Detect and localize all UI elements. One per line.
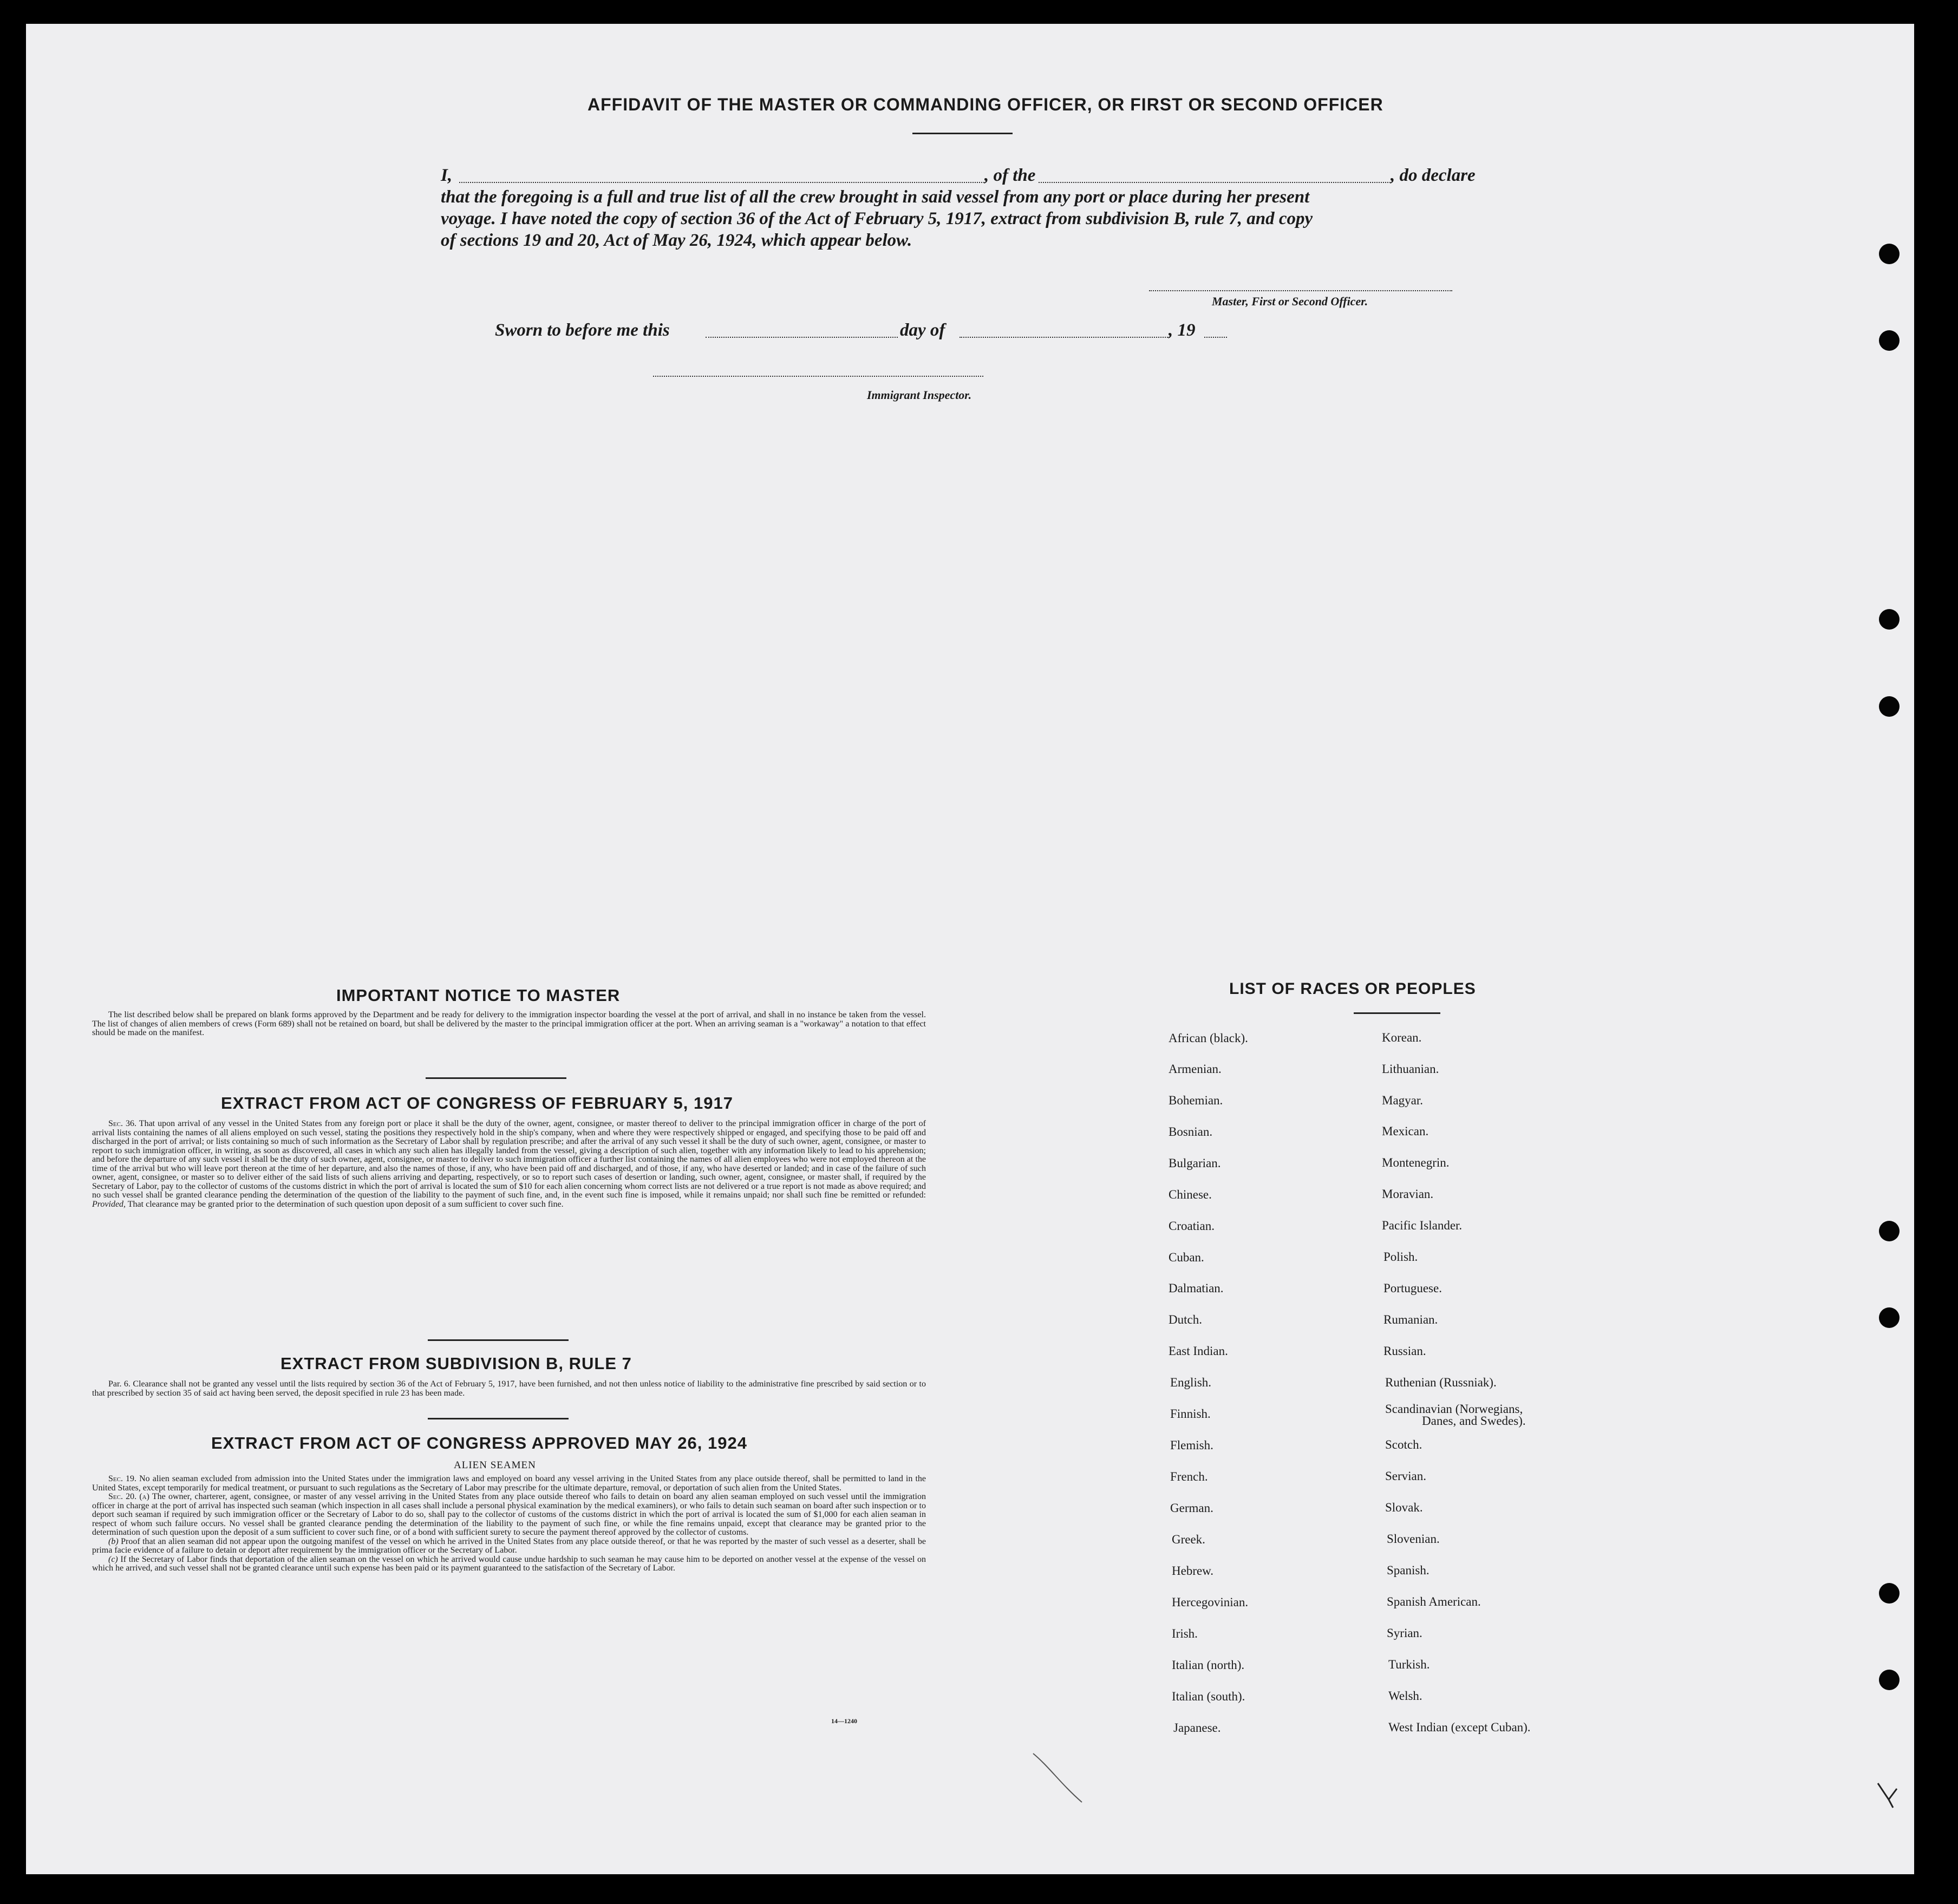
section-rule xyxy=(426,1077,566,1079)
provided-label: Provided, xyxy=(92,1199,126,1209)
race-item: Hercegovinian. xyxy=(1172,1595,1249,1609)
race-item: Spanish. xyxy=(1387,1563,1430,1577)
section-rule xyxy=(428,1418,569,1419)
race-item: Russian. xyxy=(1383,1344,1426,1358)
rule7-title: EXTRACT FROM SUBDIVISION B, RULE 7 xyxy=(280,1354,632,1373)
race-item: Moravian. xyxy=(1382,1187,1434,1201)
race-item: Greek. xyxy=(1172,1533,1205,1546)
race-item: Dutch. xyxy=(1169,1313,1202,1326)
blank-vessel[interactable] xyxy=(1039,182,1391,183)
race-item: Portuguese. xyxy=(1383,1281,1442,1295)
race-item: African (black). xyxy=(1169,1031,1248,1045)
punch-hole xyxy=(1879,696,1900,717)
race-item: French. xyxy=(1170,1470,1208,1483)
blank-name[interactable] xyxy=(459,182,984,183)
notice-title: IMPORTANT NOTICE TO MASTER xyxy=(336,986,621,1005)
alien-seamen-subtitle: ALIEN SEAMEN xyxy=(454,1460,536,1471)
master-caption: Master, First or Second Officer. xyxy=(1212,295,1368,308)
race-item: Mexican. xyxy=(1382,1124,1429,1138)
races-title: LIST OF RACES OR PEOPLES xyxy=(1229,980,1476,998)
race-item: Korean. xyxy=(1382,1031,1422,1044)
extract-1917-body xyxy=(92,1120,926,1209)
race-item: Syrian. xyxy=(1387,1626,1422,1640)
punch-hole xyxy=(1879,609,1900,630)
race-item: English. xyxy=(1170,1376,1212,1389)
affidavit-line-4: of sections 19 and 20, Act of May 26, 1924, which appear below. xyxy=(441,231,912,250)
punch-hole xyxy=(1879,1307,1900,1328)
extract-1924-body xyxy=(92,1475,926,1573)
extract-1924-title: EXTRACT FROM ACT OF CONGRESS APPROVED MAY 26, 1924 xyxy=(211,1434,747,1452)
sub-b-label: (b) xyxy=(108,1536,119,1546)
inspector-caption: Immigrant Inspector. xyxy=(867,388,972,402)
affidavit-line-1 xyxy=(441,166,452,186)
race-item: Japanese. xyxy=(1173,1721,1221,1735)
race-item: Danes, and Swedes). xyxy=(1422,1414,1526,1428)
race-item: Pacific Islander. xyxy=(1382,1219,1463,1232)
race-item: Servian. xyxy=(1385,1469,1427,1483)
affidavit-line-2: that the foregoing is a full and true list of all the crew brought in said vessel from any port or place during her present xyxy=(441,187,1310,207)
master-signature-line[interactable] xyxy=(1149,290,1452,291)
race-item: Ruthenian (Russniak). xyxy=(1385,1376,1497,1389)
affidavit-declare: , do declare xyxy=(1391,166,1476,185)
pencil-mark xyxy=(1872,1778,1905,1810)
punch-hole xyxy=(1879,1583,1900,1604)
race-item: Rumanian. xyxy=(1383,1313,1438,1326)
race-item: Turkish. xyxy=(1388,1658,1430,1671)
race-item: Slovenian. xyxy=(1387,1532,1440,1546)
document-page xyxy=(26,24,1914,1874)
punch-hole xyxy=(1879,244,1900,264)
sec-36-text: That upon arrival of any vessel in the United States from any foreign port or place it shall be the duty of the owner, agent, consignee, or master thereof to deliver to the principal immigration officer in charge of the port of arrival lists containing the names of all aliens employed on such vessel, stating the positions they respectively hold in the ship's company, when and where they were respectively shipped or engaged, and specifying those to be paid off and discharged in the port of arrival; or lists containing so much of such information as the Secretary of Labor shall by regulation prescribe; and after the arrival of any such vessel it shall be the duty of such owner, agent, consignee, or master to report to such immigration officer, in writing, as soon as discovered, all cases in which any such alien has illegally landed from the vessel, giving a description of such alien, together with any information likely to lead to his apprehension; and before the departure of any such vessel it shall be the duty of such owner, agent, consignee, or master to deliver to such immigration officer a further list containing the names of all alien employees who were not employed thereon at the time of the arrival but who will leave port thereon at the time of her departure, and also the names of those, if any, who have been paid off and discharged, and of those, if any, who have deserted or landed; and in case of the failure of such owner, agent, consignee, or master so to deliver either of the said lists of such aliens arriving and departing, respectively, or so to report such cases of desertion or landing, such owner, agent, consignee, or master shall, if required by the Secretary of Labor, pay to the collector of customs of the customs district in which the port of arrival is located the sum of $10 for each alien concerning whom correct lists are not delivered or a true report is not made as above required; and no such vessel shall be granted clearance pending the determination of the question of the liability to the payment of such fine, and, in the event such fine is imposed, while it remains unpaid; nor shall such fine be remitted or refunded: xyxy=(92,1119,926,1200)
race-item: Lithuanian. xyxy=(1382,1062,1439,1076)
race-item: Croatian. xyxy=(1169,1219,1215,1233)
race-item: Irish. xyxy=(1172,1627,1198,1640)
race-item: Montenegrin. xyxy=(1382,1156,1450,1169)
extract-1917-title: EXTRACT FROM ACT OF CONGRESS OF FEBRUARY 5, 1917 xyxy=(221,1094,733,1113)
race-item: Bohemian. xyxy=(1169,1094,1223,1107)
race-item: German. xyxy=(1170,1501,1213,1515)
race-item: Slovak. xyxy=(1385,1501,1423,1514)
race-item: Polish. xyxy=(1383,1250,1418,1264)
sec-19-text: No alien seaman excluded from admission into the United States under the immigration laws and employed on board any vessel arriving in the United States from any place outside thereof, shall be permitted to land in the United States, except temporarily for medical treatment, or pursuant to such regulations as the Secretary of Labor may prescribe for the ultimate departure, removal, or deportation of such alien from the United States. xyxy=(92,1474,926,1493)
sworn-label: Sworn to before me this xyxy=(495,320,670,340)
sub-c-text: If the Secretary of Labor finds that deportation of the alien seaman on the vessel on which he arrived would cause undue hardship to such seaman he may cause him to be deported on another vessel at the expense of the vessel on which he arrived, and such vessel shall not be granted clearance until such expense has been paid or its payment guaranteed to the satisfaction of the Secretary of Labor. xyxy=(92,1554,926,1573)
affidavit-of-the: , of the xyxy=(984,166,1036,185)
form-number: 14—1240 xyxy=(831,1717,857,1725)
year-label: , 19 xyxy=(1169,320,1196,340)
day-of-label: day of xyxy=(900,320,945,340)
race-item: West Indian (except Cuban). xyxy=(1388,1720,1531,1734)
sec-19-label: Sec. 19. xyxy=(108,1474,137,1483)
blank-year[interactable] xyxy=(1204,337,1227,338)
sub-b-text: Proof that an alien seaman did not appear upon the outgoing manifest of the vessel on which he arrived in the United States from any place outside thereof, or that he was reported by the master of such vessel as a deserter, shall be prima facie evidence of a failure to detain or deport after requirement by the immigration officer or the Secretary of Labor. xyxy=(92,1536,926,1555)
blank-month[interactable] xyxy=(960,337,1170,338)
race-item: Cuban. xyxy=(1169,1251,1204,1264)
rule7-body xyxy=(92,1380,926,1398)
punch-hole xyxy=(1879,1670,1900,1690)
race-item: Scandinavian (Norwegians, xyxy=(1385,1402,1523,1416)
rule7-paragraph: Par. 6. Clearance shall not be granted any vessel until the lists required by section 36 of the Act of February 5, 1917, have been furnished, and not then unless notice of liability to the administrative fine prescribed by said section or to that prescribed by section 35 of said act having been served, the deposit specified in rule 23 has been made. xyxy=(92,1379,926,1398)
race-item: Hebrew. xyxy=(1172,1564,1214,1578)
affidavit-line-3: voyage. I have noted the copy of section 36 of the Act of February 5, 1917, extract from subdivision B, rule 7, and copy xyxy=(441,209,1313,228)
sec-20-label: Sec. 20. (a) xyxy=(108,1492,149,1501)
race-item: Italian (south). xyxy=(1172,1690,1245,1703)
race-item: Welsh. xyxy=(1388,1689,1422,1703)
notice-paragraph: The list described below shall be prepared on blank forms approved by the Department and be ready for delivery to the immigration inspector boarding the vessel at the port of arrival, and shall in no instance be taken from the vessel. The list of changes of alien members of crews (Form 689) shall not be retained on board, but shall be delivered by the master to the principal immigration officer at the port. When an arriving seaman is a "workaway" a notation to that effect should be made on the manifest. xyxy=(92,1010,926,1037)
race-item: Italian (north). xyxy=(1172,1658,1245,1672)
race-item: Finnish. xyxy=(1170,1407,1211,1421)
notice-body xyxy=(92,1011,926,1038)
affidavit-i: I, xyxy=(441,166,453,185)
punch-hole xyxy=(1879,1221,1900,1241)
sec-20-text: The owner, charterer, agent, consignee, or master of any vessel arriving in the United States from any place outside thereof who fails to detain on board any alien seaman employed on such vessel until the immigration officer in charge at the port of arrival has inspected such seaman (which inspection in all cases shall include a personal physical examination by the medical examiners), or who fails to detain such seaman on board after such inspection or to deport such seaman if required by such immigration officer or the Secretary of Labor to do so, shall pay to the collector of customs of the customs district in which the port of arrival is located the sum of $1,000 for each alien seaman in respect of whom such failure occurs. No vessel shall be granted clearance pending the determination of the liability to the payment of such fine, or while the fine remains unpaid, except that clearance may be granted prior to the determination of such question upon the deposit of a sum sufficient to cover such fine, or of a bond with sufficient surety to secure the payment thereof approved by the collector of customs. xyxy=(92,1492,926,1537)
race-item: Flemish. xyxy=(1170,1438,1213,1452)
race-item: East Indian. xyxy=(1169,1344,1228,1358)
race-item: Armenian. xyxy=(1169,1062,1222,1076)
race-item: Spanish American. xyxy=(1387,1595,1481,1608)
sec-36-label: Sec. 36. xyxy=(108,1119,137,1128)
title-rule xyxy=(912,133,1013,134)
sec-36-tail: That clearance may be granted prior to the determination of such question upon deposit of a sum sufficient to cover such fine. xyxy=(127,1199,564,1209)
sub-c-label: (c) xyxy=(108,1554,118,1564)
race-item: Dalmatian. xyxy=(1169,1281,1224,1295)
race-item: Bulgarian. xyxy=(1169,1156,1221,1170)
blank-day[interactable] xyxy=(706,337,898,338)
section-rule xyxy=(428,1339,569,1341)
races-title-rule xyxy=(1354,1012,1440,1014)
punch-hole xyxy=(1879,330,1900,351)
race-item: Chinese. xyxy=(1169,1188,1212,1201)
race-item: Bosnian. xyxy=(1169,1125,1213,1139)
race-item: Magyar. xyxy=(1382,1094,1424,1107)
race-item: Scotch. xyxy=(1385,1438,1422,1451)
affidavit-title: AFFIDAVIT OF THE MASTER OR COMMANDING OFFICER, OR FIRST OR SECOND OFFICER xyxy=(588,95,1383,114)
pencil-mark xyxy=(1028,1751,1093,1805)
inspector-signature-line[interactable] xyxy=(653,376,983,377)
